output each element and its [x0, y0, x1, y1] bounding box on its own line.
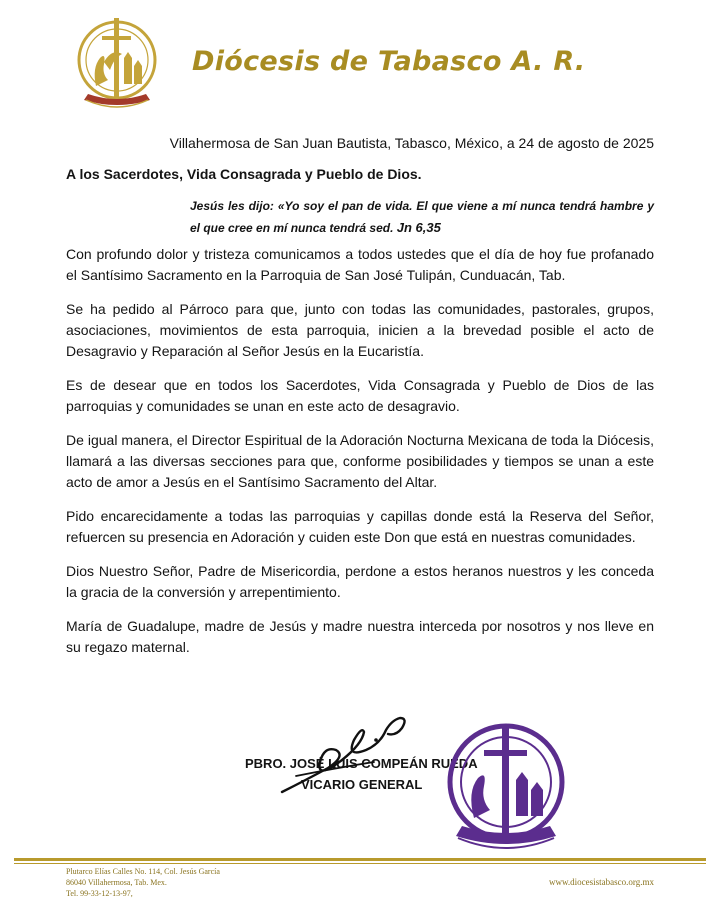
paragraph: Con profundo dolor y tristeza comunicamos a todos ustedes que el día de hoy fue profanado el Santísimo Sacramento en la Parroquia de San José Tulipán, Cunduacán, Tab.	[66, 246, 654, 283]
footer-address	[66, 866, 220, 899]
paragraph: De igual manera, el Director Espiritual de la Adoración Nocturna Mexicana de toda la Diócesis, llamará a las diversas secciones para que, conforme posibilidades y tiempos se unan a este acto de amor a Jesús en el Santísimo Sacramento del Altar.	[66, 432, 654, 490]
paragraph: Pido encarecidamente a todas las parroquias y capillas donde está la Reserva del Señor, refuercen su presencia en Adoración y cuiden este Don que está en nuestras comunidades.	[66, 508, 654, 545]
curia-emblem-icon	[74, 14, 160, 118]
footer-rule-thin	[14, 863, 706, 864]
website-link[interactable]: www.diocesistabasco.org.mx	[549, 877, 654, 887]
addressee: A los Sacerdotes, Vida Consagrada y Pueblo de Dios.	[66, 166, 422, 182]
diocese-title: Diócesis de Tabasco A. R.	[192, 46, 586, 77]
address-line: Tel. 99-33-12-13-97,	[66, 889, 133, 898]
quote-reference: Jn 6,35	[396, 220, 441, 235]
dateline: Villahermosa de San Juan Bautista, Tabasco, México, a 24 de agosto de 2025	[169, 135, 654, 151]
paragraph: María de Guadalupe, madre de Jesús y madre nuestra interceda por nosotros y nos lleve en su regazo maternal.	[66, 618, 654, 655]
scripture-quote	[190, 196, 654, 239]
handwritten-signature-icon	[276, 710, 416, 802]
paragraph: Dios Nuestro Señor, Padre de Misericordia, perdone a estos heranos nuestros y les conceda la gracia de la conversión y arrepentimiento.	[66, 563, 654, 600]
address-line: 86040 Villahermosa, Tab. Mex.	[66, 878, 167, 887]
curia-seal-icon	[440, 720, 572, 860]
quote-text: Jesús les dijo: «Yo soy el pan de vida. El que viene a mí nunca tendrá hambre y el que cree en mí nunca tendrá sed.	[190, 199, 654, 235]
paragraph: Es de desear que en todos los Sacerdotes, Vida Consagrada y Pueblo de Dios de las parroquias y comunidades se unan en este acto de desagravio.	[66, 377, 654, 414]
signer-name: PBRO. JOSÉ LUIS COMPEÁN RUEDA	[245, 756, 478, 771]
signer-title: VICARIO GENERAL	[301, 777, 423, 792]
address-line: Plutarco Elías Calles No. 114, Col. Jesús García	[66, 867, 220, 876]
footer-rule	[14, 858, 706, 861]
letter-body	[66, 244, 654, 671]
paragraph: Se ha pedido al Párroco para que, junto con todas las comunidades, pastorales, grupos, asociaciones, movimientos de esta parroquia, inicien a la brevedad posible el acto de Desagravio y Reparación al Señor Jesús en la Eucaristía.	[66, 301, 654, 359]
